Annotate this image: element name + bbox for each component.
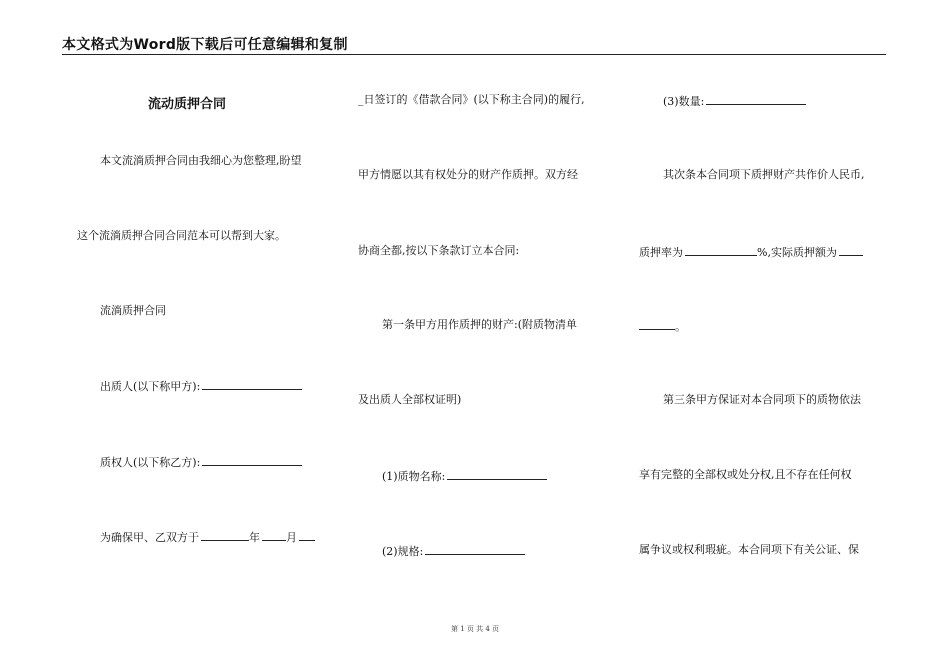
rate-end: 。 [675,320,686,333]
amount-blank-cont [639,318,675,330]
rate-blank [685,244,757,256]
item-spec-label: (2)规格: [382,545,424,558]
year-label: 年 [249,531,260,544]
rate-line [639,244,863,260]
intro-line-2: 这个流淌质押合同合同范本可以帮到大家。 [77,229,286,242]
amount-blank [839,244,863,256]
date-line [100,529,315,545]
contract-heading: 流淌质押合同 [100,304,166,317]
item-spec-blank [425,543,525,555]
col2-line-1: _日签订的《借款合同》(以下称主合同)的履行, [358,93,585,106]
pledgor-line [100,378,302,394]
item-name-line [382,468,547,484]
article-2: 其次条本合同项下质押财产共作价人民币, [663,168,865,181]
month-label: 月 [286,531,297,544]
date-text: 为确保甲、乙双方于 [100,531,199,544]
col2-line-3: 协商全都,按以下条款订立本合同: [358,244,520,257]
pledgee-line [100,454,302,470]
pledgor-blank [202,378,302,390]
intro-line-1: 本文流淌质押合同由我细心为您整理,盼望 [100,154,302,167]
day-blank [299,529,315,541]
month-blank [262,529,286,541]
document-title: 流动质押合同 [148,97,227,112]
banner-divider [62,54,886,55]
pledgee-label: 质权人(以下称乙方): [100,456,201,469]
pledgee-blank [202,454,302,466]
article-3-cont-2: 属争议或权利瑕疵。本合同项下有关公证、保 [639,543,859,556]
item-quantity-line [663,93,806,109]
item-name-blank [447,468,547,480]
article-3-cont-1: 享有完整的全部权或处分权,且不存在任何权 [639,468,852,481]
pledgor-label: 出质人(以下称甲方): [100,380,201,393]
item-name-label: (1)质物名称: [382,470,446,483]
article-1: 第一条甲方用作质押的财产:(附质物清单 [382,318,577,331]
rate-label: 质押率为 [639,246,683,259]
item-quantity-label: (3)数量: [663,95,705,108]
item-quantity-blank [706,93,806,105]
article-1-cont: 及出质人全部权证明) [358,393,462,406]
rate-amount-label: %,实际质押额为 [757,246,837,259]
document-banner: 本文格式为Word版下载后可任意编辑和复制 [62,37,348,53]
col2-line-2: 甲方情愿以其有权处分的财产作质押。双方经 [358,168,578,181]
article-3: 第三条甲方保证对本合同项下的质物依法 [663,393,861,406]
page-number: 第 1 页 共 4 页 [450,625,500,633]
year-blank [201,529,249,541]
rate-continuation [639,318,686,334]
item-spec-line [382,543,525,559]
